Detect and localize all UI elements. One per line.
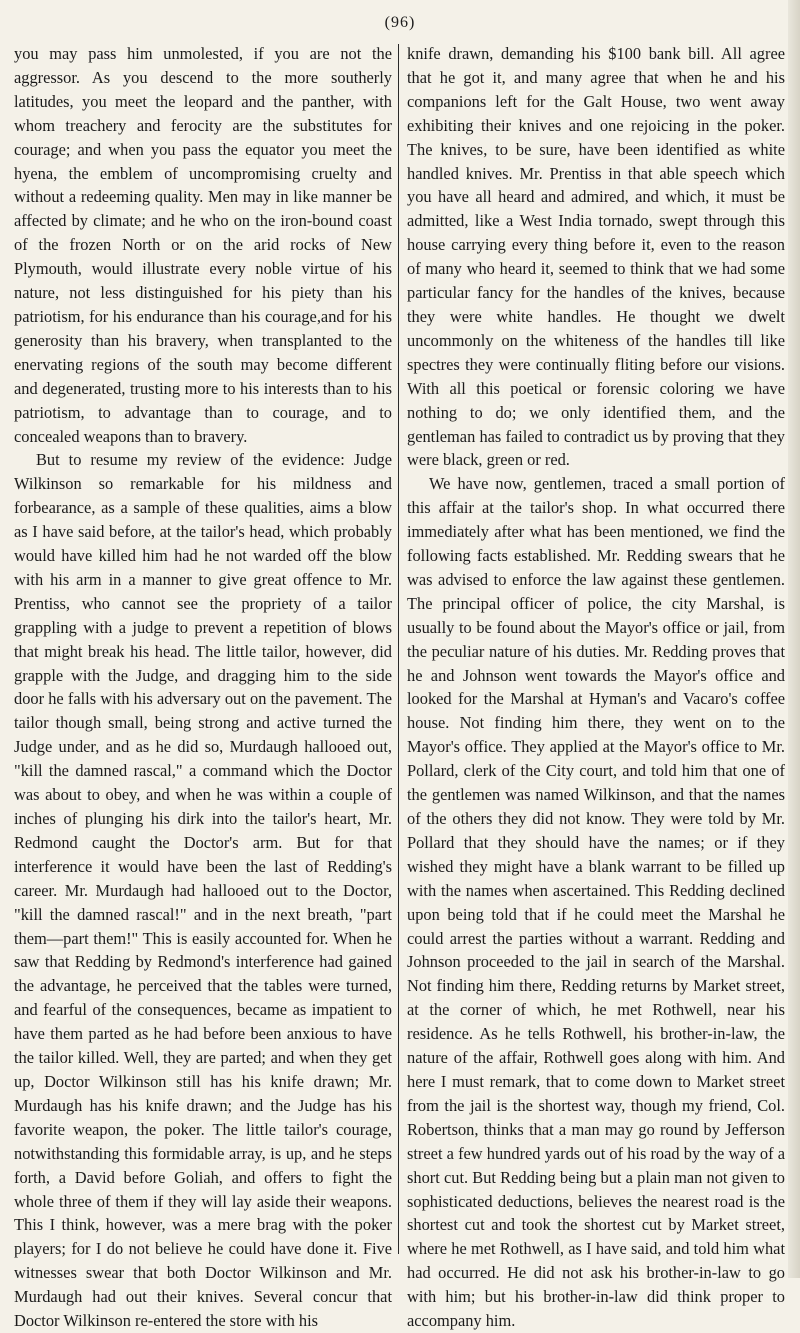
left-column	[14, 42, 392, 1333]
paragraph: But to resume my review of the evidence: Judge Wilkinson so remarkable for his mildness and forbearance, as a sample of these qualities, aims a blow as I have said before, at the tailor's head, which probably would have killed him had he not warded off the blow with his arm in a manner to give great offence to Mr. Prentiss, who cannot see the propriety of a tailor grappling with a judge to prevent a repetition of blows that might break his head. The little tailor, however, did grapple with the Judge, and dragging him to the side door he falls with his adversary out on the pavement. The tailor though small, being strong and active turned the Judge under, and as he did so, Murdaugh hallooed out, "kill the damned rascal," a command which the Doctor was about to obey, and when he was within a couple of inches of plunging his dirk into the tailor's heart, Mr. Redmond caught the Doctor's arm. But for that interference it would have been the last of Redding's career. Mr. Murdaugh had hallooed out to the Doctor, "kill the damned rascal!" and in the next breath, "part them—part them!" This is easily accounted for. When he saw that Redding by Redmond's interference had gained the advantage, he perceived that the tables were turned, and fearful of the consequences, became as impatient to have them parted as he had before been anxious to have the tailor killed. Well, they are parted; and when they get up, Doctor Wilkinson still has his knife drawn; Mr. Murdaugh has his knife drawn; and the Judge has his favorite weapon, the poker. The little tailor's courage, notwithstanding this formidable array, is up, and he steps forth, a David before Goliah, and offers to fight the whole three of them if they will lay aside their weapons. This I think, however, was a mere brag with the poker players; for I do not believe he could have done it. Five witnesses swear that both Doctor Wilkinson and Mr. Murdaugh had out their knives. Several concur that Doctor Wilkinson re-entered the store with his	[14, 450, 392, 1331]
right-column	[407, 42, 785, 1333]
page-edge	[788, 0, 800, 1278]
paragraph: knife drawn, demanding his $100 bank bill. All agree that he got it, and many agree that when he and his companions left for the Galt House, two went away exhibiting their knives and one rejoicing in the poker. The knives, to be sure, have been identified as white handled knives. Mr. Prentiss in that able speech which you have all heard and admired, and which, it must be admitted, like a West India tornado, swept through this house carrying every thing before it, even to the reason of many who heard it, seemed to think that we had some particular fancy for the handles of the knives, because they were white handles. He thought we dwelt uncommonly on the whiteness of the handles till like spectres they were continually fliting before our visions. With all this poetical or forensic coloring we have nothing to do; we only identified them, and the gentleman has failed to contradict us by proving that they were black, green or red.	[407, 44, 785, 470]
page-number: (96)	[384, 14, 416, 31]
column-divider	[398, 44, 399, 1254]
paragraph: We have now, gentlemen, traced a small portion of this affair at the tailor's shop. In what occurred there immediately after what has been mentioned, we find the following facts established. Mr. Redding swears that he was advised to enforce the law against these gentlemen. The principal officer of police, the city Marshal, is usually to be found about the Mayor's office or jail, from the peculiar nature of his duties. Mr. Redding proves that he and Johnson went towards the Mayor's office and looked for the Marshal at Hyman's and Vacaro's coffee house. Not finding him there, they went on to the Mayor's office. They applied at the Mayor's office to Mr. Pollard, clerk of the City court, and told him that one of the gentlemen was named Wilkinson, and that the names of the others they did not know. They were told by Mr. Pollard that they should have the names; or if they wished they might have a blank warrant to be filled up with the names when ascertained. This Redding declined upon being told that if he could meet the Marshal he could arrest the parties without a warrant. Redding and Johnson proceeded to the jail in search of the Marshal. Not finding him there, Redding returns by Market street, at the corner of which, he met Rothwell, near his residence. As he tells Rothwell, his brother-in-law, the nature of the affair, Rothwell goes along with him. And here I must remark, that to come down to Market street from the jail is the shortest way, though my friend, Col. Robertson, thinks that a man may go round by Jefferson street a few hundred yards out of his road by the way of a short cut. But Redding being but a plain man not given to sophisticated deductions, believes the nearest road is the shortest cut and took the shortest cut by Market street, where he met Rothwell, as I have said, and told him what had occurred. He did not ask his brother-in-law to go with him; but his brother-in-law did think proper to accompany him.	[407, 474, 785, 1331]
paragraph: you may pass him unmolested, if you are not the aggressor. As you descend to the more southerly latitudes, you meet the leopard and the panther, with whom treachery and ferocity are the substitutes for courage; and when you pass the equator you meet the hyena, the emblem of uncompromising cruelty and without a redeeming quality. Men may in like manner be affected by climate; and he who on the iron-bound coast of the frozen North or on the arid rocks of New Plymouth, would illustrate every noble virtue of his nature, not less distinguished for his piety than his patriotism, for his endurance than his courage,and for his generosity than his bravery, when transplanted to the enervating regions of the south may become different and degenerated, trusting more to his interests than to his patriotism, to advantage than to courage, and to concealed weapons than to bravery.	[14, 44, 392, 446]
